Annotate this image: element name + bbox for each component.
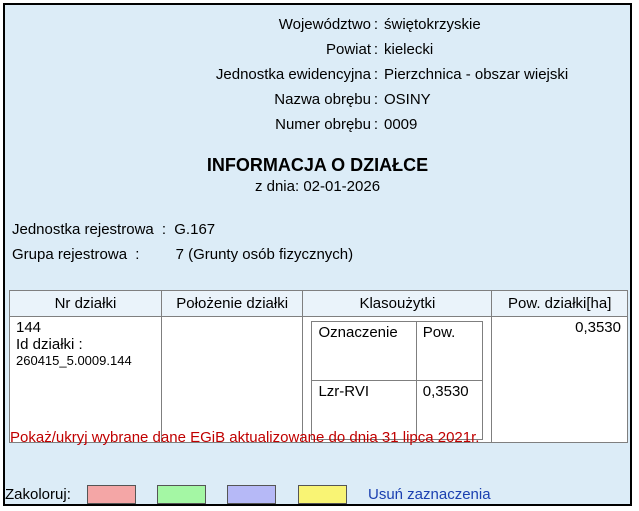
unit-label: Jednostka ewidencyjna (215, 66, 371, 83)
land-classes-cell (303, 317, 492, 443)
table-header-row (10, 291, 628, 317)
header-parcel-area: Pow. działki[ha] (492, 291, 628, 317)
precinct-name-label: Nazwa obrębu (274, 91, 371, 108)
registry-unit-value: G.167 (174, 221, 216, 238)
location-row-unit (5, 63, 630, 87)
parcel-id-label: Id działki : (16, 336, 83, 353)
parcel-id-value: 260415_5.0009.144 (16, 353, 132, 368)
unit-value: Pierzchnica - obszar wiejski (384, 66, 569, 83)
page-title: INFORMACJA O DZIAŁCE (206, 155, 429, 175)
color-swatch-green[interactable] (157, 485, 206, 504)
registry-group-value: 7 (Grunty osób fizycznych) (175, 246, 354, 263)
registry-group-label: Grupa rejestrowa (12, 246, 128, 263)
precinct-name-value: OSINY (384, 91, 431, 108)
location-row-county (5, 38, 630, 62)
separator: : (373, 91, 379, 108)
parcel-location-cell (161, 317, 303, 443)
page-date: z dnia: 02-01-2026 (254, 178, 381, 195)
parcel-area-cell: 0,3530 (492, 317, 628, 443)
registry-group-row (12, 244, 353, 266)
land-classes-table (311, 321, 483, 440)
registry-unit-row (12, 219, 215, 241)
location-row-voivodeship (5, 13, 630, 37)
location-row-precinct-name (5, 88, 630, 112)
parcel-info-panel (3, 3, 632, 506)
location-row-precinct-number (5, 113, 630, 137)
header-parcel-number: Nr działki (10, 291, 162, 317)
coloring-label: Zakoloruj: (5, 486, 71, 503)
land-class-area: 0,3530 (416, 381, 483, 440)
separator: : (373, 41, 379, 58)
clear-selection-link[interactable]: Usuń zaznaczenia (368, 486, 491, 503)
parcel-table (9, 290, 628, 443)
color-swatch-yellow[interactable] (298, 485, 347, 504)
separator: : (135, 246, 140, 263)
parcel-number: 144 (16, 319, 42, 336)
voivodeship-value: świętokrzyskie (384, 16, 481, 33)
separator: : (161, 221, 167, 238)
color-swatch-red[interactable] (87, 485, 136, 504)
land-class-designation: Lzr-RVI (312, 381, 416, 440)
toggle-egib-data-link[interactable]: Pokaż/ukryj wybrane dane EGiB aktualizowane do dnia 31 lipca 2021r. (10, 429, 480, 446)
header-designation: Oznaczenie (312, 322, 416, 381)
separator: : (373, 116, 379, 133)
land-classes-header-row (312, 322, 483, 381)
parcel-number-cell (10, 317, 162, 443)
table-row (10, 317, 628, 443)
header-parcel-location: Położenie działki (161, 291, 303, 317)
registry-unit-label: Jednostka rejestrowa (12, 221, 154, 238)
county-value: kielecki (384, 41, 434, 58)
precinct-number-label: Numer obrębu (275, 116, 371, 133)
header-class-area: Pow. (416, 322, 483, 381)
separator: : (373, 16, 379, 33)
county-label: Powiat (325, 41, 371, 58)
color-swatch-blue[interactable] (227, 485, 276, 504)
header-land-classes: Klasoużytki (303, 291, 492, 317)
separator: : (373, 66, 379, 83)
voivodeship-label: Województwo (278, 16, 371, 33)
precinct-number-value: 0009 (384, 116, 418, 133)
